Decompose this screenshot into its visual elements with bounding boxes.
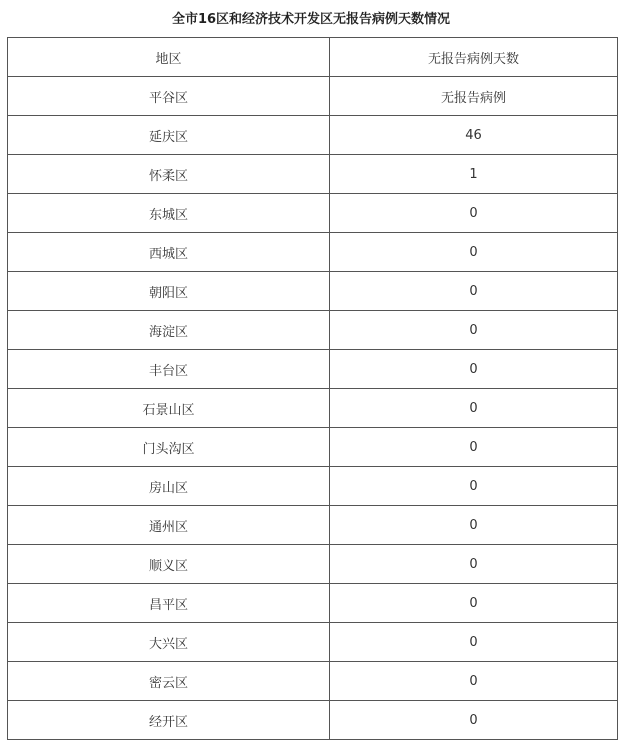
region-cell: 房山区 [8, 467, 330, 506]
table-row [8, 272, 618, 311]
region-cell: 门头沟区 [8, 428, 330, 467]
days-cell: 46 [330, 116, 618, 155]
region-cell: 顺义区 [8, 545, 330, 584]
table-row [8, 233, 618, 272]
region-cell: 平谷区 [8, 77, 330, 116]
days-cell: 0 [330, 194, 618, 233]
table-row [8, 194, 618, 233]
table-row [8, 155, 618, 194]
region-cell: 密云区 [8, 662, 330, 701]
region-cell: 丰台区 [8, 350, 330, 389]
days-cell: 0 [330, 233, 618, 272]
page-title: 全市16区和经济技术开发区无报告病例天数情况 [171, 12, 451, 27]
table-row [8, 506, 618, 545]
days-cell: 0 [330, 389, 618, 428]
table-row [8, 311, 618, 350]
data-table [7, 37, 618, 740]
table-body [8, 38, 618, 740]
table-row [8, 701, 618, 740]
region-cell: 朝阳区 [8, 272, 330, 311]
header-cell-days: 无报告病例天数 [330, 38, 618, 77]
table-row [8, 545, 618, 584]
days-cell: 0 [330, 506, 618, 545]
table-row [8, 389, 618, 428]
header-cell-region: 地区 [8, 38, 330, 77]
table-row [8, 662, 618, 701]
table-row [8, 428, 618, 467]
days-cell: 0 [330, 584, 618, 623]
region-cell: 海淀区 [8, 311, 330, 350]
table-row [8, 623, 618, 662]
region-cell: 西城区 [8, 233, 330, 272]
region-cell: 大兴区 [8, 623, 330, 662]
table-row [8, 350, 618, 389]
days-cell: 0 [330, 311, 618, 350]
region-cell: 通州区 [8, 506, 330, 545]
table-row [8, 77, 618, 116]
days-cell: 0 [330, 545, 618, 584]
days-cell: 0 [330, 350, 618, 389]
region-cell: 石景山区 [8, 389, 330, 428]
table-header-row [8, 38, 618, 77]
region-cell: 延庆区 [8, 116, 330, 155]
days-cell: 无报告病例 [330, 77, 618, 116]
days-cell: 0 [330, 623, 618, 662]
days-cell: 0 [330, 467, 618, 506]
days-cell: 0 [330, 272, 618, 311]
days-cell: 1 [330, 155, 618, 194]
region-cell: 昌平区 [8, 584, 330, 623]
region-cell: 经开区 [8, 701, 330, 740]
days-cell: 0 [330, 428, 618, 467]
table-row [8, 467, 618, 506]
days-cell: 0 [330, 701, 618, 740]
region-cell: 怀柔区 [8, 155, 330, 194]
table-row [8, 116, 618, 155]
table-row [8, 584, 618, 623]
region-cell: 东城区 [8, 194, 330, 233]
days-cell: 0 [330, 662, 618, 701]
